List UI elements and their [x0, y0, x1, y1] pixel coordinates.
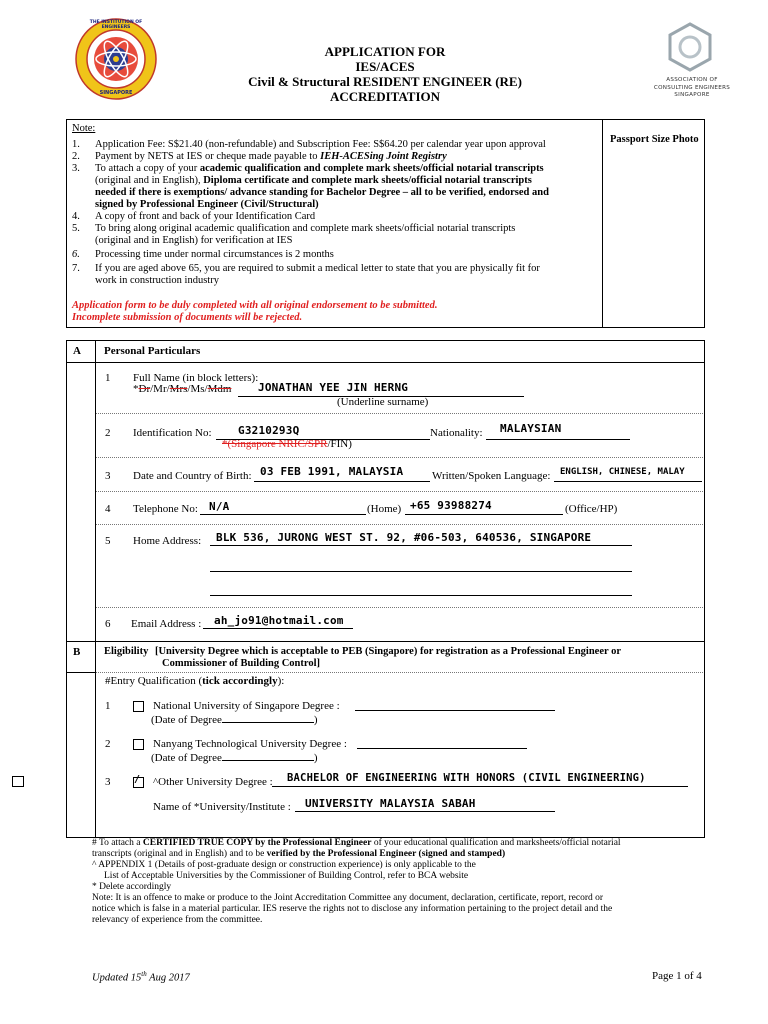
q3-language-label: Written/Spoken Language:: [432, 470, 551, 482]
q1-label: Full Name (in block letters):: [133, 372, 259, 384]
home-address-field[interactable]: BLK 536, JURONG WEST ST. 92, #06-503, 640536, SINGAPORE: [216, 531, 592, 544]
note-7-line-2: work in construction industry: [95, 275, 219, 286]
q1-salutation-star: *: [133, 383, 139, 395]
q2-nationality-label: Nationality:: [430, 427, 483, 439]
q2-nat-line: [486, 439, 630, 440]
section-b-top-line: [66, 641, 704, 642]
title-line-3: Civil & Structural RESIDENT ENGINEER (RE): [248, 74, 522, 89]
opt2-number: 2: [105, 738, 111, 750]
margin-checkbox[interactable]: [12, 776, 24, 787]
q6-number: 6: [105, 618, 111, 630]
note-5-line-2: (original and in English) for verification at IES: [95, 235, 293, 246]
ies-logo-text-bottom: SINGAPORE: [99, 90, 133, 96]
q2-label: Identification No:: [133, 427, 212, 439]
q1-salutation-dr: Dr: [138, 383, 151, 395]
section-b-title: [104, 646, 699, 658]
nationality-field[interactable]: MALAYSIAN: [500, 422, 562, 435]
section-b-title-bold: Eligibility: [104, 646, 149, 657]
opt1-date: [151, 713, 318, 726]
note-2-text: Payment by NETS at IES or cheque made payable to: [95, 151, 321, 162]
footnote-6: notice which is false in a material particular. IES reserve the rights not to disclose any information pertaining to the project detail and the: [92, 904, 613, 914]
footnote-1-line2-bold: verified by the Professional Engineer (signed and stamped): [266, 849, 506, 859]
note-num-3: 3.: [72, 163, 80, 174]
q1-salutation-ms: /Ms/: [187, 383, 208, 395]
q2-hint-struck: *(Singapore NRIC/SPR: [222, 438, 328, 450]
q4-label: Telephone No:: [133, 503, 198, 515]
q6-email-line: [203, 628, 353, 629]
opt2-date-field[interactable]: [222, 751, 314, 761]
footnote-1-bold: CERTIFIED TRUE COPY by the Professional Engineer: [142, 838, 372, 848]
aces-hexagon-icon: [660, 22, 720, 72]
q2-hint: [222, 438, 352, 450]
opt2-label: Nanyang Technological University Degree :: [153, 738, 347, 750]
opt1-date-field[interactable]: [222, 713, 314, 723]
footnote-1: [92, 838, 702, 849]
home-phone-field[interactable]: N/A: [209, 500, 230, 513]
identification-field[interactable]: G3210293Q: [238, 424, 300, 437]
q1-salutation-mr: /Mr/: [150, 383, 170, 395]
letter-column-divider: [95, 340, 96, 837]
section-b-title-line-2: Commissioner of Building Control]: [162, 658, 321, 669]
section-a-header-line: [66, 362, 704, 363]
passport-photo-label: Passport Size Photo: [610, 134, 699, 145]
notes-divider: [602, 119, 603, 327]
opt2-date-close: ): [313, 752, 318, 764]
title-line-4: ACCREDITATION: [329, 89, 441, 104]
page-number: Page 1 of 4: [652, 970, 702, 982]
entry-post: ):: [277, 675, 285, 687]
email-field[interactable]: ah_jo91@hotmail.com: [214, 614, 344, 627]
footnote-4: * Delete accordingly: [92, 882, 172, 892]
q2-number: 2: [105, 427, 111, 439]
opt1-line: [355, 710, 555, 711]
section-b-header-line: [96, 672, 703, 673]
dob-country-field[interactable]: 03 FEB 1991, MALAYSIA: [260, 465, 404, 478]
section-a-letter: A: [73, 345, 81, 357]
footnotes: [92, 838, 702, 926]
q5-number: 5: [105, 535, 111, 547]
note-num-1: 1.: [72, 139, 80, 150]
note-num-5: 5.: [72, 223, 80, 234]
footnote-5: Note: It is an offence to make or produce to the Joint Accreditation Committee any document, declaration, certificate, report, record or: [92, 893, 604, 903]
opt2-line: [357, 748, 527, 749]
note-3-line-4: signed by Professional Engineer (Civil/Structural): [95, 199, 319, 210]
aces-text: [640, 77, 744, 100]
q4-office-line: [405, 514, 563, 515]
q6-label: Email Address :: [131, 618, 202, 630]
form-title: [180, 44, 590, 104]
q4-home-label: (Home): [367, 503, 402, 515]
row-sep-2: [96, 457, 703, 458]
q5-address-line-1: [210, 545, 632, 546]
q4-number: 4: [105, 503, 111, 515]
q4-home-line: [200, 514, 366, 515]
ies-seal-icon: [75, 18, 157, 100]
footnote-1-pre: # To attach a: [92, 838, 143, 848]
university-field[interactable]: UNIVERSITY MALAYSIA SABAH: [305, 797, 476, 810]
footnote-3: List of Acceptable Universities by the Commissioner of Building Control, refer to BCA website: [104, 871, 469, 881]
note-3-pre: To attach a copy of your: [95, 163, 200, 174]
opt3-number: 3: [105, 776, 111, 788]
warning-1: Application form to be duly completed with all original endorsement to be submitted.: [72, 300, 438, 311]
note-4: A copy of front and back of your Identification Card: [95, 211, 316, 222]
note-num-6: 6.: [72, 249, 80, 260]
note-3-line-3: needed if there is exemptions/ advance standing for Bachelor Degree – all to be verified, endorsed and: [95, 187, 549, 198]
aces-line-1: ASSOCIATION OF: [666, 77, 718, 83]
title-line-1: APPLICATION FOR: [324, 44, 446, 59]
section-b-title-rest: [University Degree which is acceptable to PEB (Singapore) for registration as a Professional Engineer or: [154, 646, 622, 657]
aces-line-2: CONSULTING ENGINEERS: [653, 84, 731, 91]
nus-degree-checkbox[interactable]: [133, 701, 144, 712]
note-3: [95, 163, 597, 175]
updated-pre: Updated 15: [92, 972, 142, 984]
note-num-4: 4.: [72, 211, 80, 222]
q3-dob-line: [254, 481, 430, 482]
ies-logo-text-top: THE INSTITUTION OF ENGINEERS: [89, 20, 143, 30]
note-num-2: 2.: [72, 151, 80, 162]
notes-label: Note:: [72, 123, 96, 134]
opt1-date-close: ): [313, 714, 318, 726]
opt1-number: 1: [105, 700, 111, 712]
q3-lang-line: [554, 481, 702, 482]
opt1-label: National University of Singapore Degree :: [153, 700, 340, 712]
note-num-7: 7.: [72, 263, 80, 274]
section-a-title: Personal Particulars: [104, 345, 201, 357]
q1-salutation-mrs: Mrs: [169, 383, 188, 395]
row-sep-1: [96, 413, 703, 414]
note-2-payee: IEH-ACESing Joint Registry: [320, 151, 447, 162]
q1-number: 1: [105, 372, 111, 384]
entry-bold: tick accordingly: [202, 675, 278, 687]
note-2: [95, 151, 597, 163]
updated-post: Aug 2017: [146, 972, 190, 984]
title-line-2: IES/ACES: [355, 59, 415, 74]
footnote-1-line2-pre: transcripts (original and in English) and to be: [92, 849, 267, 859]
note-5: To bring along original academic qualification and complete mark sheets/official notarial transcripts: [95, 223, 516, 234]
opt3-uni-line: [295, 811, 555, 812]
footnote-1-mid: of your educational qualification and marksheets/official notarial: [371, 838, 621, 848]
full-name-field[interactable]: JONATHAN YEE JIN HERNG: [258, 381, 409, 394]
opt1-date-label: (Date of Degree: [151, 714, 222, 726]
entry-pre: #Entry Qualification (: [105, 675, 203, 687]
note-7: If you are aged above 65, you are required to submit a medical letter to state that you are physically fit for: [95, 263, 540, 274]
footnote-2: ^ APPENDIX 1 (Details of post-graduate design or construction experience) is only applicable to the: [92, 860, 476, 870]
note-1: Application Fee: S$21.40 (non-refundable) and Subscription Fee: S$64.20 per calendar year upon approval: [95, 139, 546, 150]
ntu-degree-checkbox[interactable]: [133, 739, 144, 750]
section-b-letter: B: [73, 646, 81, 658]
note-3-line2-pre: (original and in English),: [95, 175, 204, 186]
updated-sup: th: [141, 970, 147, 978]
q1-hint: (Underline surname): [337, 396, 429, 408]
office-phone-field[interactable]: +65 93988274: [410, 499, 492, 512]
q5-address-line-2: [210, 571, 632, 572]
footnote-1-line-2: [92, 849, 702, 860]
q5-label: Home Address:: [133, 535, 202, 547]
opt2-date-label: (Date of Degree: [151, 752, 222, 764]
q4-office-label: (Office/HP): [565, 503, 618, 515]
note-3-bold1: academic qualification and complete mark sheets/official notarial transcripts: [199, 163, 544, 174]
q3-label: Date and Country of Birth:: [133, 470, 252, 482]
warning-2: Incomplete submission of documents will be rejected.: [72, 312, 303, 323]
q3-number: 3: [105, 470, 111, 482]
other-degree-tick: /: [134, 774, 141, 785]
note-3-line2-bold: Diploma certificate and complete mark sheets/official notarial transcripts: [203, 175, 532, 186]
q1-salutation: [133, 383, 231, 395]
other-degree-field[interactable]: BACHELOR OF ENGINEERING WITH HONORS (CIVIL ENGINEERING): [287, 772, 646, 784]
section-b-left-tick: [66, 672, 95, 673]
updated-date: [92, 970, 190, 984]
row-sep-5: [96, 607, 703, 608]
ies-logo: [75, 18, 157, 100]
note-6: Processing time under normal circumstances is 2 months: [95, 249, 334, 260]
opt3-line: [272, 786, 688, 787]
aces-line-3: SINGAPORE: [674, 92, 710, 98]
opt3-uni-label: Name of *University/Institute :: [153, 801, 291, 813]
footnote-7: relevancy of experience from the committee.: [92, 915, 263, 925]
row-sep-3: [96, 491, 703, 492]
entry-qualification-label: [105, 675, 284, 687]
opt2-date: [151, 751, 318, 764]
row-sep-4: [96, 524, 703, 525]
q2-hint-rest: /FIN): [327, 438, 352, 450]
note-3-line-2: [95, 175, 597, 187]
opt3-label: ^Other University Degree :: [153, 776, 273, 788]
language-field[interactable]: ENGLISH, CHINESE, MALAY: [560, 467, 685, 477]
q1-salutation-mdm: Mdm: [207, 383, 232, 395]
q5-address-line-3: [210, 595, 632, 596]
aces-logo: [660, 22, 720, 72]
